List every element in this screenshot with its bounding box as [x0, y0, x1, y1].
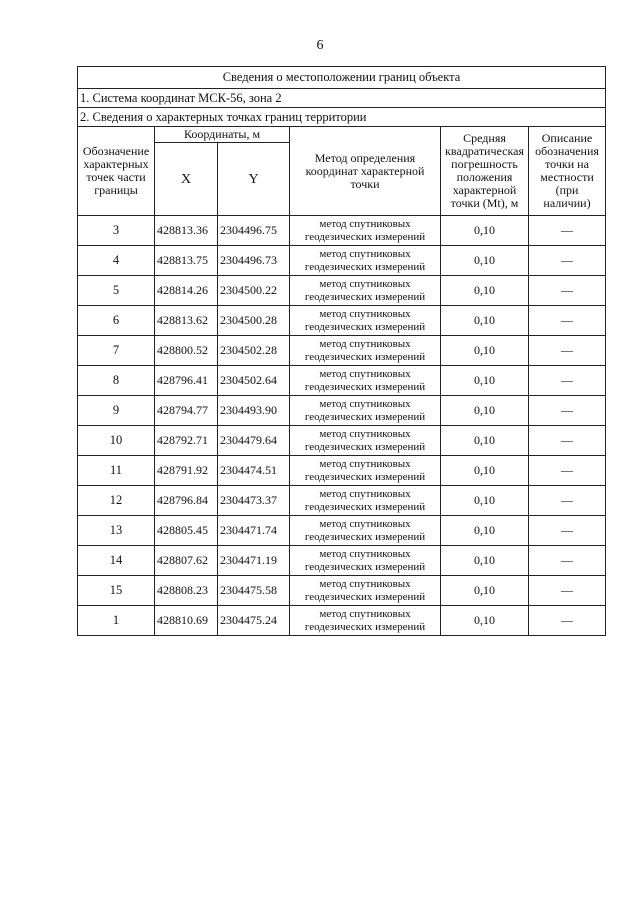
- section-1-row: [78, 89, 606, 108]
- coordinate-y: 2304502.64: [218, 366, 290, 396]
- description-cell: —: [529, 246, 606, 276]
- description-cell: —: [529, 276, 606, 306]
- table-row: [78, 396, 606, 426]
- description-cell: —: [529, 216, 606, 246]
- description-cell: —: [529, 456, 606, 486]
- description-cell: —: [529, 366, 606, 396]
- error-cell: 0,10: [441, 246, 529, 276]
- error-cell: 0,10: [441, 576, 529, 606]
- method-cell: метод спутниковых геодезических измерений: [290, 606, 441, 636]
- error-cell: 0,10: [441, 396, 529, 426]
- table-row: [78, 366, 606, 396]
- table-title-row: [78, 67, 606, 89]
- method-cell: метод спутниковых геодезических измерений: [290, 426, 441, 456]
- description-cell: —: [529, 426, 606, 456]
- boundary-points-table: [77, 66, 606, 636]
- point-number: 15: [78, 576, 155, 606]
- table-row: [78, 486, 606, 516]
- table-row: [78, 516, 606, 546]
- point-number: 5: [78, 276, 155, 306]
- point-number: 9: [78, 396, 155, 426]
- error-cell: 0,10: [441, 486, 529, 516]
- point-number: 1: [78, 606, 155, 636]
- header-designation: Обозначение характерных точек части границы: [78, 127, 155, 216]
- table-row: [78, 456, 606, 486]
- method-cell: метод спутниковых геодезических измерений: [290, 486, 441, 516]
- description-cell: —: [529, 396, 606, 426]
- point-number: 6: [78, 306, 155, 336]
- method-cell: метод спутниковых геодезических измерений: [290, 246, 441, 276]
- coordinate-x: 428800.52: [155, 336, 218, 366]
- coordinate-x: 428808.23: [155, 576, 218, 606]
- coordinate-y: 2304502.28: [218, 336, 290, 366]
- point-number: 8: [78, 366, 155, 396]
- coordinate-y: 2304474.51: [218, 456, 290, 486]
- coordinate-x: 428807.62: [155, 546, 218, 576]
- error-cell: 0,10: [441, 546, 529, 576]
- coordinate-x: 428814.26: [155, 276, 218, 306]
- method-cell: метод спутниковых геодезических измерений: [290, 546, 441, 576]
- method-cell: метод спутниковых геодезических измерений: [290, 336, 441, 366]
- coordinate-x: 428813.36: [155, 216, 218, 246]
- point-number: 3: [78, 216, 155, 246]
- error-cell: 0,10: [441, 306, 529, 336]
- coordinate-y: 2304473.37: [218, 486, 290, 516]
- error-cell: 0,10: [441, 606, 529, 636]
- description-cell: —: [529, 516, 606, 546]
- table-row: [78, 576, 606, 606]
- table-title: Сведения о местоположении границ объекта: [78, 67, 606, 89]
- table-row: [78, 246, 606, 276]
- error-cell: 0,10: [441, 456, 529, 486]
- error-cell: 0,10: [441, 276, 529, 306]
- error-cell: 0,10: [441, 216, 529, 246]
- method-cell: метод спутниковых геодезических измерений: [290, 576, 441, 606]
- method-cell: метод спутниковых геодезических измерений: [290, 456, 441, 486]
- header-row-1: [78, 127, 606, 143]
- table-row: [78, 216, 606, 246]
- header-method: Метод определения координат характерной точки: [290, 127, 441, 216]
- table-row: [78, 426, 606, 456]
- header-error: Средняя квадратическая погрешность положения характерной точки (Mt), м: [441, 127, 529, 216]
- description-cell: —: [529, 306, 606, 336]
- page-number: 6: [316, 38, 324, 53]
- table-row: [78, 546, 606, 576]
- description-cell: —: [529, 576, 606, 606]
- description-cell: —: [529, 546, 606, 576]
- header-coordinates: Координаты, м: [155, 127, 290, 143]
- table-row: [78, 306, 606, 336]
- point-number: 12: [78, 486, 155, 516]
- method-cell: метод спутниковых геодезических измерений: [290, 276, 441, 306]
- table-row: [78, 606, 606, 636]
- method-cell: метод спутниковых геодезических измерений: [290, 306, 441, 336]
- coordinate-x: 428796.41: [155, 366, 218, 396]
- point-number: 10: [78, 426, 155, 456]
- header-y: Y: [218, 143, 290, 216]
- point-number: 13: [78, 516, 155, 546]
- coordinate-y: 2304471.74: [218, 516, 290, 546]
- point-number: 7: [78, 336, 155, 366]
- description-cell: —: [529, 486, 606, 516]
- header-x: X: [155, 143, 218, 216]
- coordinate-x: 428792.71: [155, 426, 218, 456]
- coordinate-x: 428805.45: [155, 516, 218, 546]
- coordinate-y: 2304496.75: [218, 216, 290, 246]
- coordinate-y: 2304500.22: [218, 276, 290, 306]
- table-row: [78, 336, 606, 366]
- point-number: 14: [78, 546, 155, 576]
- coordinate-y: 2304500.28: [218, 306, 290, 336]
- coordinate-x: 428810.69: [155, 606, 218, 636]
- method-cell: метод спутниковых геодезических измерений: [290, 216, 441, 246]
- error-cell: 0,10: [441, 516, 529, 546]
- method-cell: метод спутниковых геодезических измерений: [290, 516, 441, 546]
- description-cell: —: [529, 336, 606, 366]
- table-row: [78, 276, 606, 306]
- method-cell: метод спутниковых геодезических измерений: [290, 396, 441, 426]
- coordinate-x: 428813.75: [155, 246, 218, 276]
- coordinate-x: 428813.62: [155, 306, 218, 336]
- method-cell: метод спутниковых геодезических измерений: [290, 366, 441, 396]
- point-number: 11: [78, 456, 155, 486]
- coordinate-y: 2304479.64: [218, 426, 290, 456]
- coordinate-system-label: 1. Система координат МСК-56, зона 2: [78, 89, 606, 108]
- header-description: Описание обозначения точки на местности (при наличии): [529, 127, 606, 216]
- coordinate-y: 2304496.73: [218, 246, 290, 276]
- coordinate-y: 2304475.58: [218, 576, 290, 606]
- coordinate-x: 428796.84: [155, 486, 218, 516]
- point-number: 4: [78, 246, 155, 276]
- error-cell: 0,10: [441, 426, 529, 456]
- error-cell: 0,10: [441, 366, 529, 396]
- points-section-label: 2. Сведения о характерных точках границ территории: [78, 108, 606, 127]
- description-cell: —: [529, 606, 606, 636]
- section-2-row: [78, 108, 606, 127]
- coordinate-x: 428794.77: [155, 396, 218, 426]
- coordinate-x: 428791.92: [155, 456, 218, 486]
- coordinate-y: 2304493.90: [218, 396, 290, 426]
- coordinate-y: 2304475.24: [218, 606, 290, 636]
- error-cell: 0,10: [441, 336, 529, 366]
- coordinate-y: 2304471.19: [218, 546, 290, 576]
